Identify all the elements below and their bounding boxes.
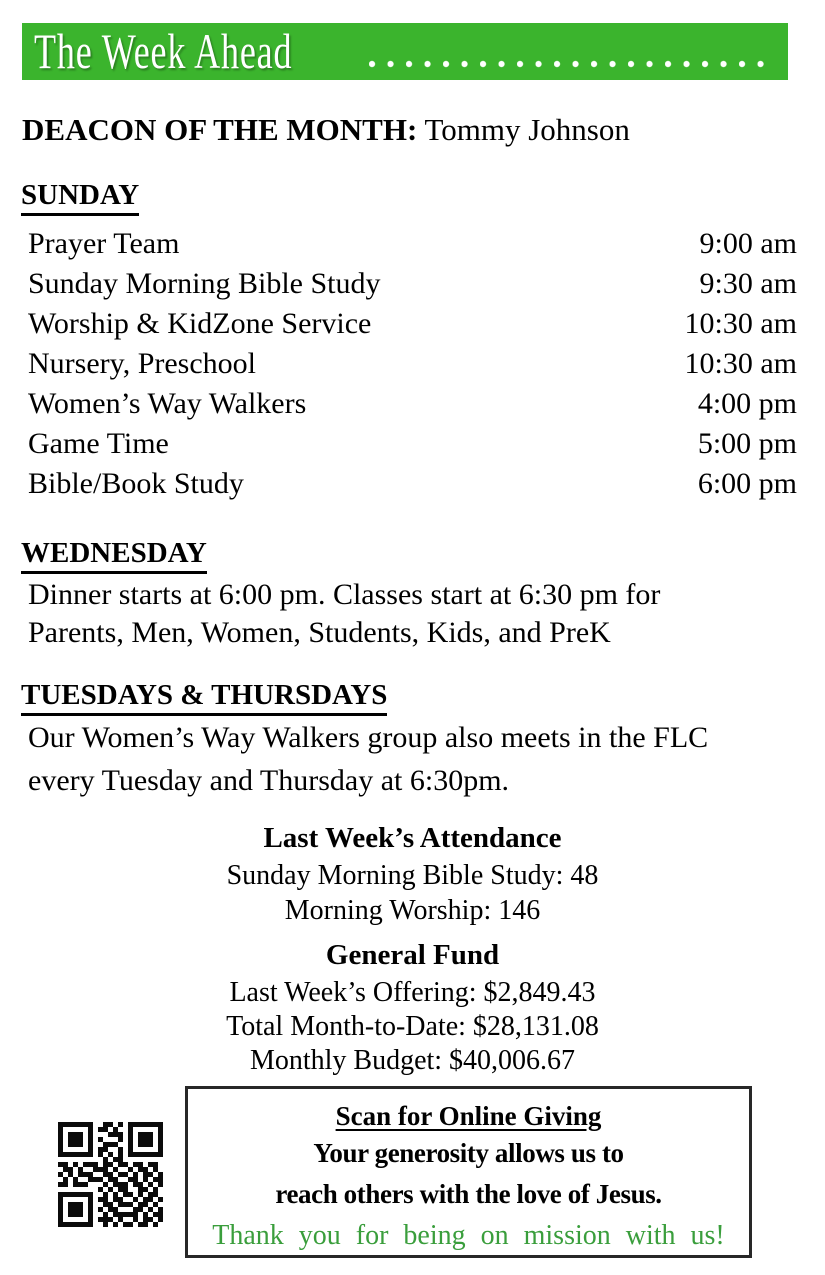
schedule-row [28, 224, 797, 264]
event-name: Sunday Morning Bible Study [28, 267, 381, 300]
attendance-row: Morning Worship: 146 [284, 895, 541, 926]
deacon-name: Tommy Johnson [424, 112, 630, 147]
fund-row: Monthly Budget: $40,006.67 [249, 1045, 576, 1076]
schedule-row [28, 264, 797, 304]
event-time: 9:00 am [699, 227, 797, 260]
giving-line-1: Your generosity allows us to [313, 1138, 624, 1168]
attendance-row: Sunday Morning Bible Study: 48 [226, 860, 599, 891]
heading-wednesday: WEDNESDAY [21, 539, 207, 574]
tuesdays-thursdays-paragraph [28, 716, 708, 802]
giving-thanks-line: Thank you for being on mission with us! [212, 1220, 725, 1251]
sunday-schedule [28, 224, 797, 504]
banner-title: The Week Ahead [34, 23, 293, 79]
schedule-row [28, 464, 797, 504]
schedule-row [28, 304, 797, 344]
schedule-row [28, 384, 797, 424]
tue-thu-line-2: every Tuesday and Thursday at 6:30pm. [28, 764, 510, 797]
event-time: 6:00 pm [697, 467, 797, 500]
tue-thu-line-1: Our Women’s Way Walkers group also meets in the FLC [28, 721, 709, 754]
schedule-row [28, 424, 797, 464]
fund-row: Total Month-to-Date: $28,131.08 [226, 1011, 599, 1042]
heading-tuesdays-thursdays: TUESDAYS & THURSDAYS [21, 681, 387, 716]
event-name: Worship & KidZone Service [28, 307, 372, 340]
attendance-title: Last Week’s Attendance [263, 822, 562, 854]
week-ahead-banner [22, 23, 788, 80]
online-giving-box [185, 1086, 752, 1258]
qr-code [58, 1122, 163, 1227]
event-name: Bible/Book Study [28, 467, 244, 500]
dotted-leader [369, 60, 772, 68]
deacon-of-month-line [22, 112, 630, 148]
event-name: Women’s Way Walkers [28, 387, 307, 420]
event-time: 10:30 am [684, 347, 797, 380]
giving-line-2: reach others with the love of Jesus. [275, 1179, 662, 1209]
event-name: Prayer Team [28, 227, 180, 260]
wednesday-paragraph [28, 576, 660, 652]
general-fund-block [0, 934, 825, 1078]
wednesday-line-1: Dinner starts at 6:00 pm. Classes start at 6:30 pm for [28, 578, 661, 611]
event-time: 4:00 pm [697, 387, 797, 420]
general-fund-title: General Fund [325, 939, 500, 971]
deacon-label: DEACON OF THE MONTH: [22, 112, 418, 147]
wednesday-line-2: Parents, Men, Women, Students, Kids, and PreK [28, 616, 611, 649]
attendance-block [0, 818, 825, 928]
schedule-row [28, 344, 797, 384]
event-name: Nursery, Preschool [28, 347, 257, 380]
event-name: Game Time [28, 427, 169, 460]
fund-row: Last Week’s Offering: $2,849.43 [229, 977, 596, 1008]
heading-sunday: SUNDAY [21, 181, 139, 216]
event-time: 5:00 pm [697, 427, 797, 460]
event-time: 10:30 am [684, 307, 797, 340]
event-time: 9:30 am [699, 267, 797, 300]
giving-title: Scan for Online Giving [335, 1101, 602, 1131]
